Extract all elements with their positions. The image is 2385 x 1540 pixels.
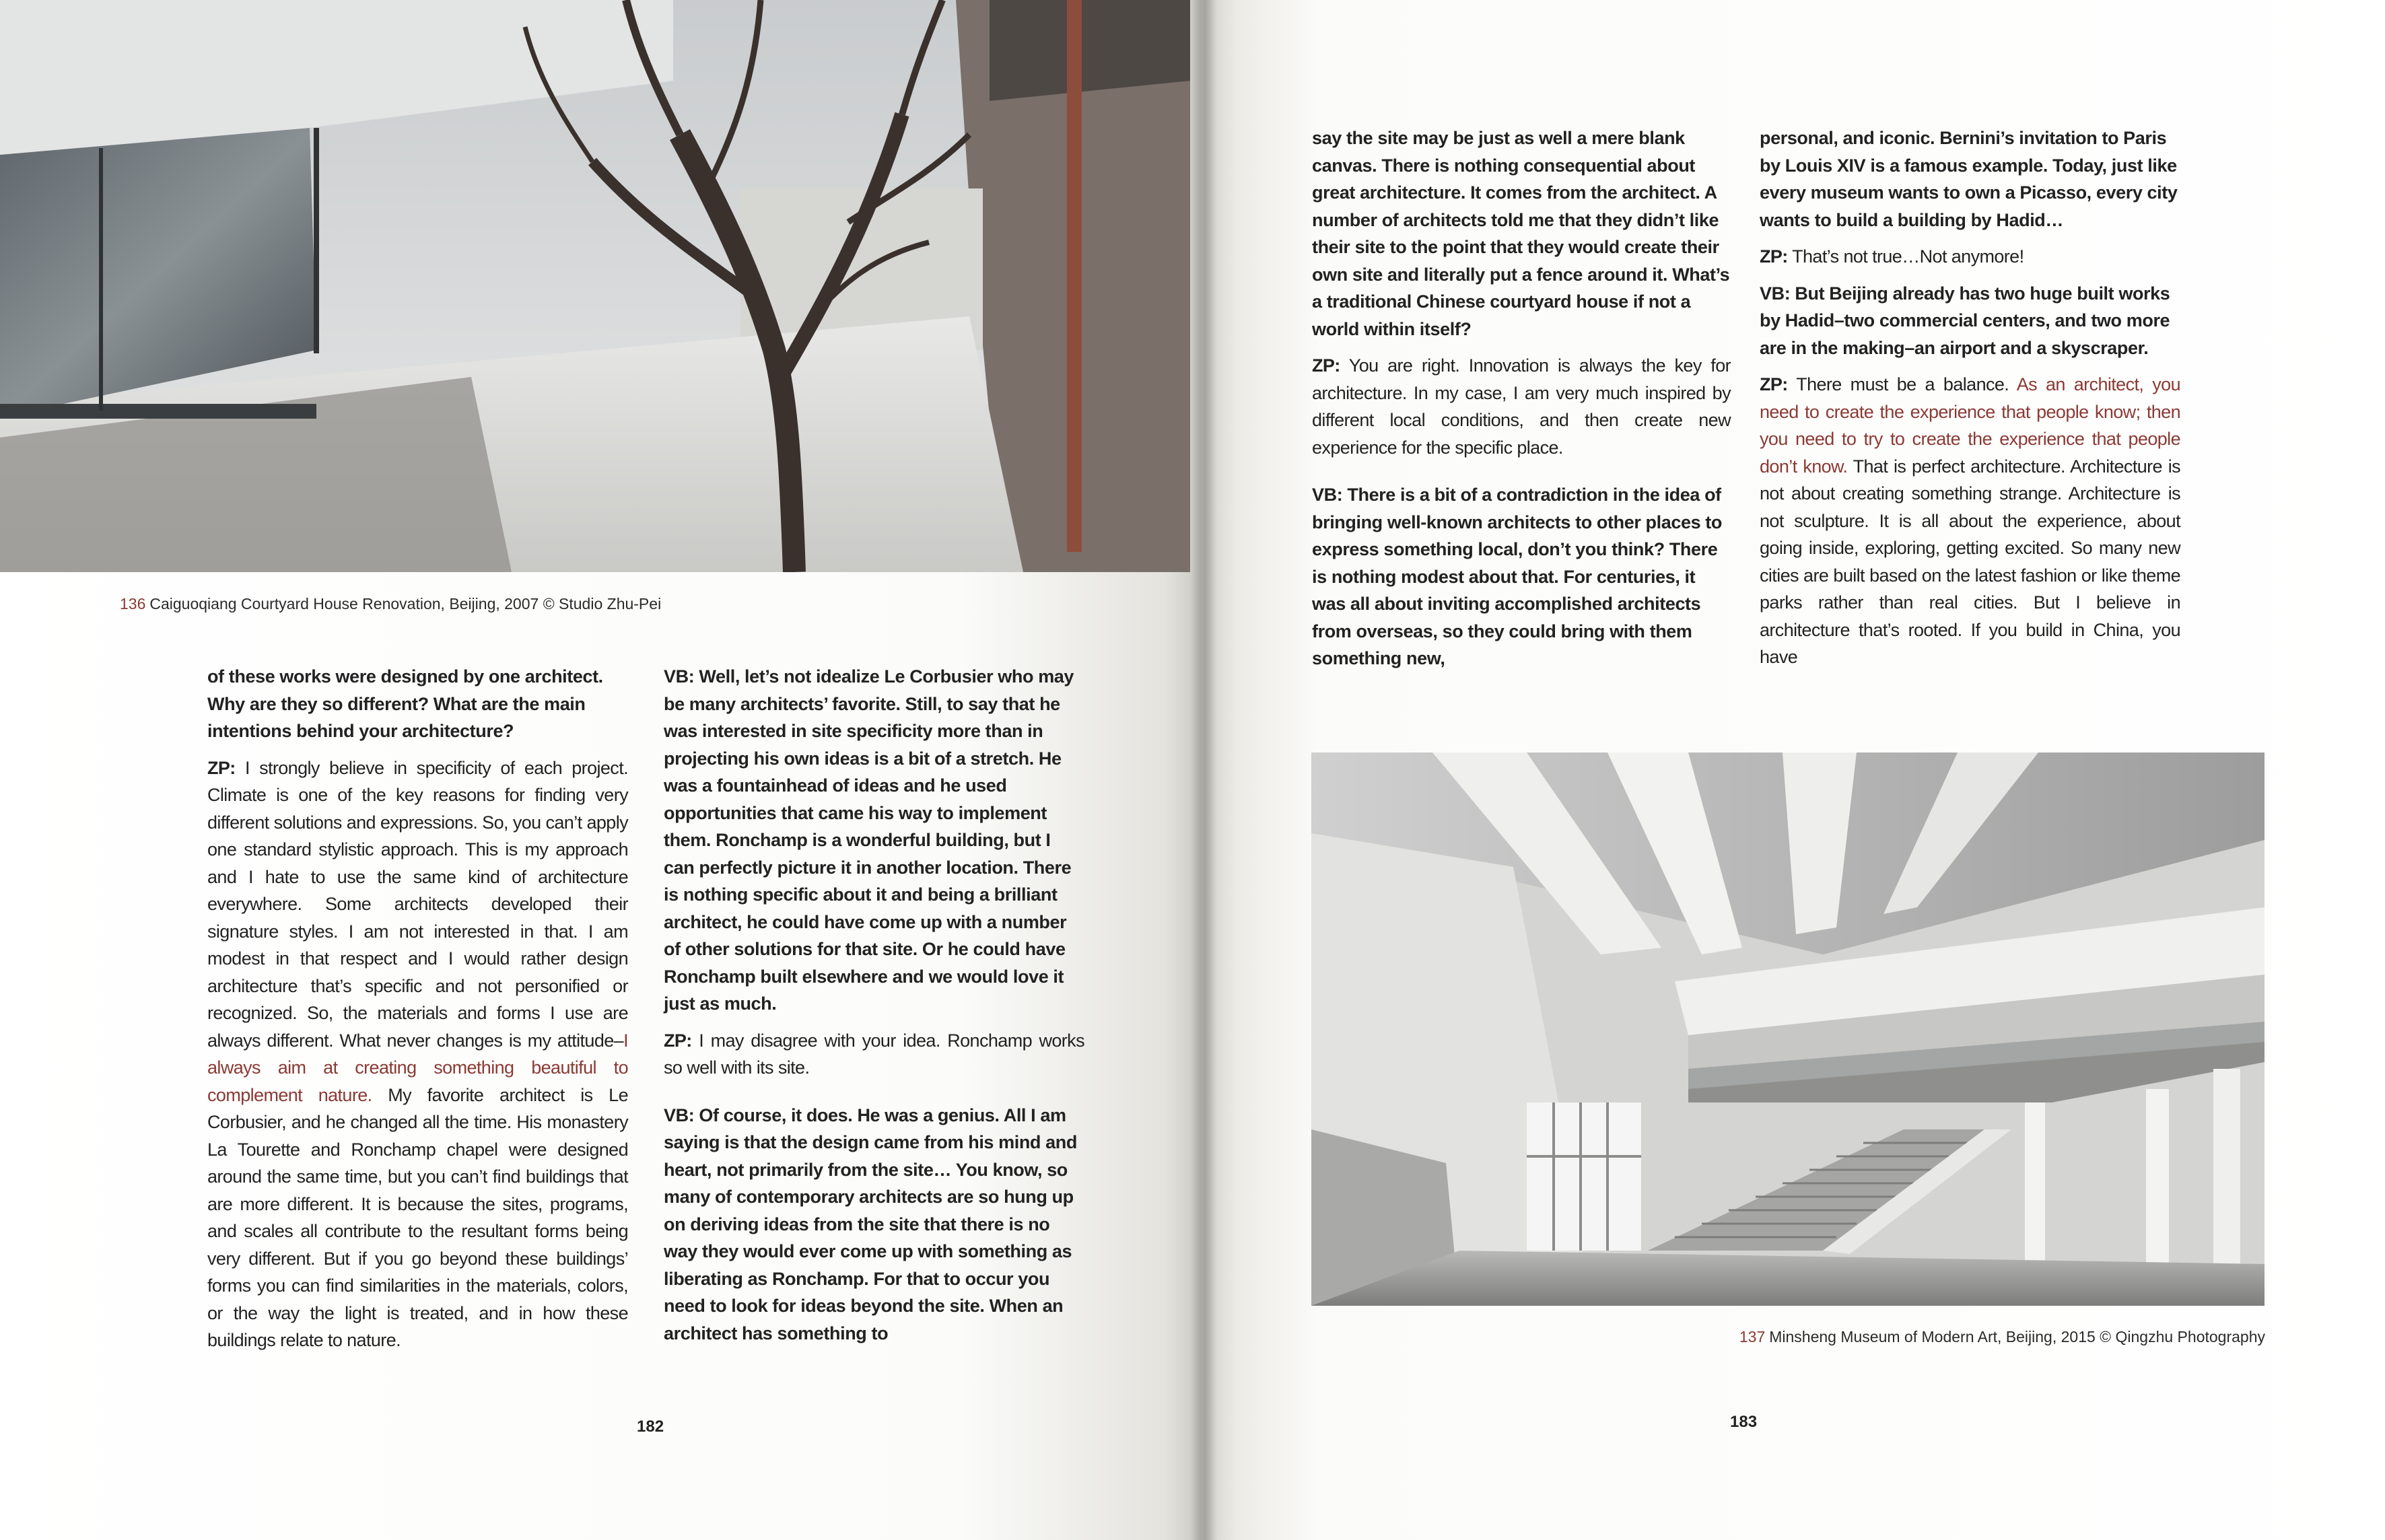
interview-question: say the site may be just as well a mere blank canvas. There is nothing consequential about great architecture. It comes from the architect. A number of architects told me that they didn’t like their site to the point that they would create their own site and literally put a fence around it. What’s a traditional Chinese courtyard house if not a world within itself? bbox=[1312, 128, 1730, 339]
left-column-2 bbox=[664, 663, 1084, 1356]
museum-interior-photo bbox=[1311, 753, 2265, 1306]
left-column-1 bbox=[207, 663, 628, 1364]
courtyard-house-photo bbox=[0, 0, 1190, 572]
answer-text: I strongly believe in specificity of each project. Climate is one of the key reasons for finding very different solutions and expressions. So, you can’t apply one standard stylistic approach. This is my approach and I hate to use the same kind of architecture everywhere. Some architects developed their signature styles. I am not interested in that. I am modest in that respect and I would rather design architecture that’s specific and not personified or recognized. So, the materials and forms I use are always different. What never changes is my attitude– bbox=[207, 757, 628, 1051]
interview-question: personal, and iconic. Bernini’s invitation to Paris by Louis XIV is a famous example. Today, just like every museum wants to own a Picasso, every city wants to build a building by Hadid… bbox=[1760, 128, 2178, 230]
interview-answer bbox=[1312, 352, 1731, 461]
answer-text-cont: That is perfect architecture. Architecture is not about creating something strange. Architecture is not sculpture. It is all about the experience, about going inside, exploring, getting excited. So many new cities are built based on the latest fashion or like theme parks rather than real cities. But I believe in architecture that’s rooted. If you build in China, you have bbox=[1760, 456, 2181, 667]
speaker-label: ZP: bbox=[207, 757, 236, 778]
right-column-2 bbox=[1760, 125, 2180, 680]
answer-text: There must be a balance. bbox=[1796, 374, 2017, 394]
interview-answer bbox=[207, 755, 628, 1354]
photo-136-caption bbox=[120, 595, 661, 613]
interview-question: VB: But Beijing already has two huge built works by Hadid–two commercial centers, and two more are in the making–an airport and a skyscraper. bbox=[1760, 283, 2170, 358]
caption-text: Caiguoqiang Courtyard House Renovation, Beijing, 2007 © Studio Zhu-Pei bbox=[149, 595, 662, 612]
interview-answer bbox=[1760, 243, 2180, 271]
speaker-label: ZP: bbox=[1760, 374, 1788, 394]
caption-text: Minsheng Museum of Modern Art, Beijing, 2015 © Qingzhu Photography bbox=[1769, 1328, 2265, 1345]
right-column-1 bbox=[1312, 125, 1731, 682]
figure-number: 136 bbox=[120, 595, 146, 612]
interview-answer bbox=[664, 1027, 1084, 1082]
page-number-right: 183 bbox=[1730, 1413, 1758, 1431]
photo-137-caption bbox=[1739, 1328, 2265, 1346]
page-number-left: 182 bbox=[637, 1418, 664, 1436]
speaker-label: ZP: bbox=[1760, 246, 1788, 267]
answer-text: That’s not true…Not anymore! bbox=[1792, 246, 2024, 267]
interview-question: VB: Of course, it does. He was a genius. All I am saying is that the design came from his mind and heart, not primarily from the site… You know, so many of contemporary architects are so hung up on deriving ideas from the site that there is no way they would ever come up with something as liberating as Ronchamp. For that to occur you need to look for ideas beyond the site. When an architect has something to bbox=[664, 1105, 1077, 1343]
interview-question: of these works were designed by one architect. Why are they so different? What are the main intentions behind your architecture? bbox=[207, 666, 603, 741]
speaker-label: ZP: bbox=[664, 1030, 692, 1051]
interview-answer bbox=[1760, 371, 2180, 671]
answer-text: You are right. Innovation is always the key for architecture. In my case, I am very much inspired by different local conditions, and then create new experience for the specific place. bbox=[1312, 355, 1731, 458]
answer-text: I may disagree with your idea. Ronchamp works so well with its site. bbox=[664, 1030, 1084, 1078]
interview-question: VB: Well, let’s not idealize Le Corbusier who may be many architects’ favorite. Still, to say that he was interested in site specificity more than in projecting his own ideas is a bit of a stretch. He was a fountainhead of ideas and he used opportunities that came his way to implement them. Ronchamp is a wonderful building, but I can perfectly picture it in another location. There is nothing specific about it and being a brilliant architect, he could have come up with a number of other solutions for that site. Or he could have Ronchamp built elsewhere and we would love it just as much. bbox=[664, 666, 1074, 1014]
highlighted-quote: As an architect, you need to create the experience that people know; then you need to try to create the experience that people don’t know. bbox=[1760, 374, 2180, 477]
figure-number: 137 bbox=[1739, 1328, 1766, 1345]
book-gutter bbox=[1190, 0, 1217, 1540]
highlighted-quote: I always aim at creating something beautiful to complement nature. bbox=[207, 1030, 628, 1105]
speaker-label: ZP: bbox=[1312, 355, 1340, 376]
answer-text-cont: My favorite architect is Le Corbusier, and he changed all the time. His monastery La Tourette and Ronchamp chapel were designed around the same time, but you can’t find buildings that are more different. It is because the sites, programs, and scales all contribute to the resultant forms being very different. But if you go beyond these buildings’ forms you can find similarities in the materials, colors, or the way the light is treated, and in how these buildings relate to nature. bbox=[207, 1084, 629, 1350]
interview-question: VB: There is a bit of a contradiction in the idea of bringing well-known architects to other places to express something local, don’t you think? There is nothing modest about that. For centuries, it was all about inviting accomplished architects from overseas, so they could bring with them something new, bbox=[1312, 485, 1722, 668]
